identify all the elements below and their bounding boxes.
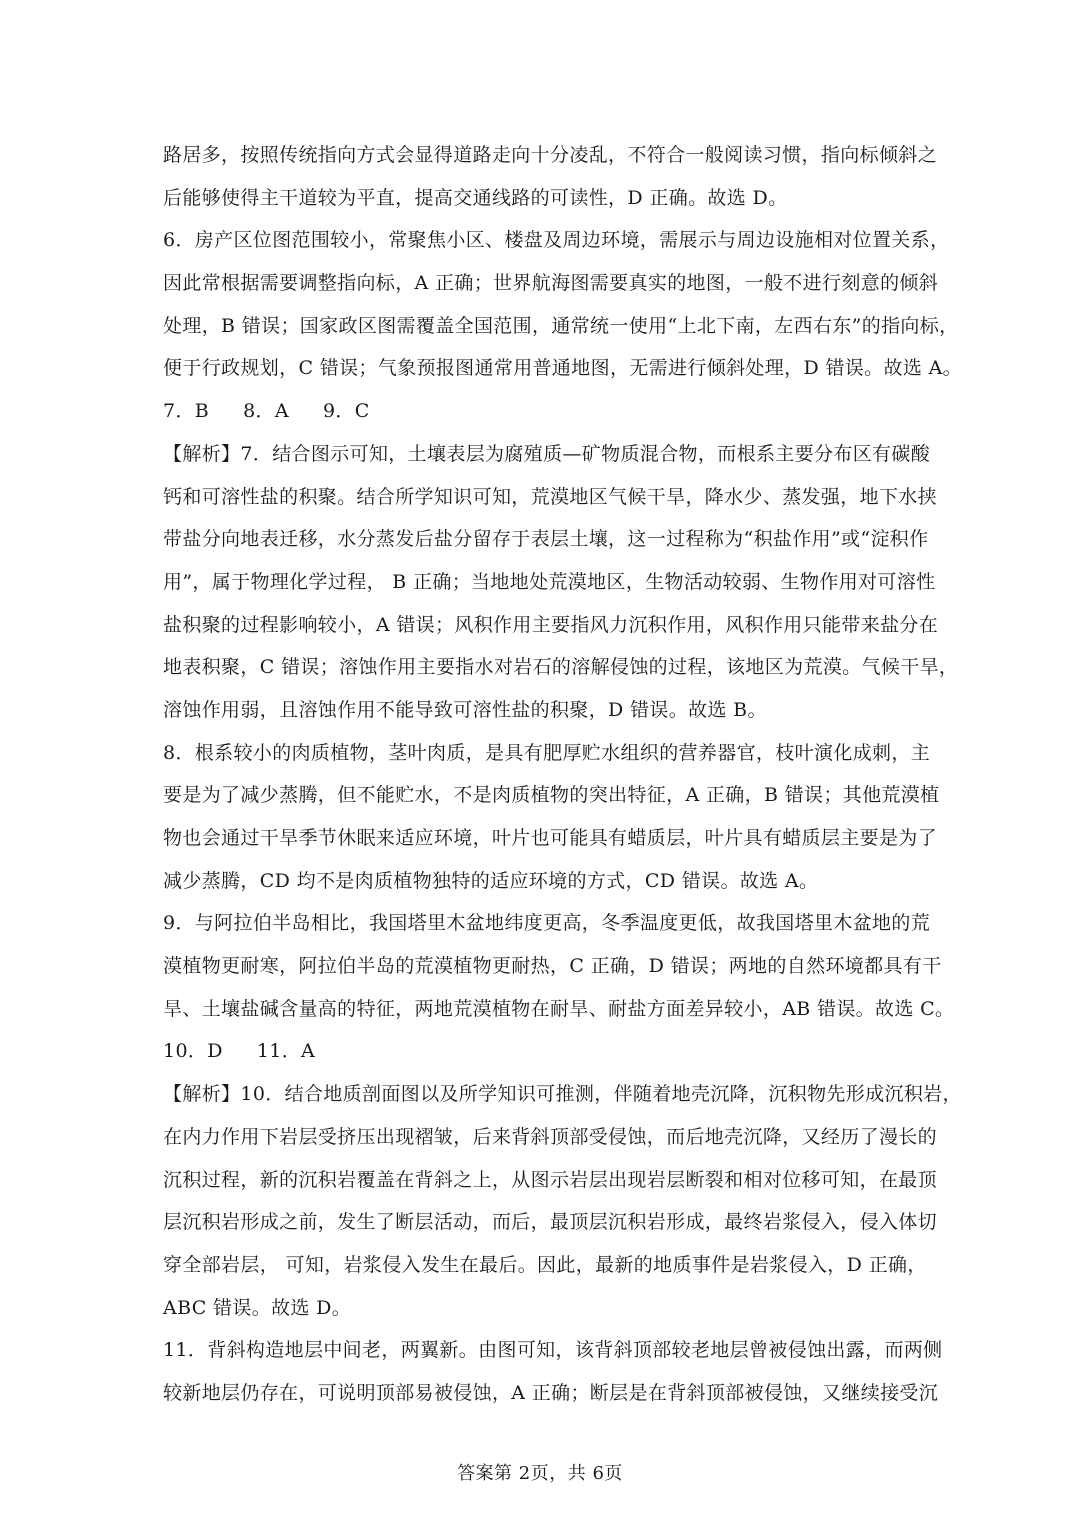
answer-7: 7．B xyxy=(163,400,210,423)
text-line: 要是为了减少蒸腾，但不能贮水，不是肉质植物的突出特征，A 正确，B 错误；其他荒漠植 xyxy=(163,784,940,807)
answer-11: 11．A xyxy=(256,1040,316,1063)
text-line: 9．与阿拉伯半岛相比，我国塔里木盆地纬度更高，冬季温度更低，故我国塔里木盆地的荒 xyxy=(163,912,931,935)
answer-8: 8．A xyxy=(243,400,289,423)
text-line: 钙和可溶性盐的积聚。结合所学知识可知，荒漠地区气候干旱，降水少、蒸发强，地下水挟 xyxy=(163,485,938,508)
text-line: 在内力作用下岩层受挤压出现褶皱，后来背斜顶部受侵蚀，而后地壳沉降，又经历了漫长的 xyxy=(163,1125,938,1148)
text-line: 盐积聚的过程影响较小，A 错误；风积作用主要指风力沉积作用，风积作用只能带来盐分在 xyxy=(163,613,939,636)
text-line: 【解析】10．结合地质剖面图以及所学知识可推测，伴随着地壳沉降，沉积物先形成沉积岩， xyxy=(163,1083,962,1106)
text-line: 层沉积岩形成之前，发生了断层活动，而后，最顶层沉积岩形成，最终岩浆侵入，侵入体切 xyxy=(163,1211,938,1234)
text-line: 旱、土壤盐碱含量高的特征，两地荒漠植物在耐旱、耐盐方面差异较小，AB 错误。故选 C。 xyxy=(163,997,955,1020)
text-line: 穿全部岩层， 可知，岩浆侵入发生在最后。因此，最新的地质事件是岩浆侵入，D 正确， xyxy=(163,1253,927,1276)
text-line: 沉积过程，新的沉积岩覆盖在背斜之上，从图示岩层出现岩层断裂和相对位移可知，在最顶 xyxy=(163,1168,938,1191)
text-line: ABC 错误。故选 D。 xyxy=(163,1296,352,1319)
text-line: 【解析】7．结合图示可知，土壤表层为腐殖质—矿物质混合物，而根系主要分布区有碳酸 xyxy=(163,442,931,465)
text-line: 漠植物更耐寒，阿拉伯半岛的荒漠植物更耐热，C 正确，D 错误；两地的自然环境都具有干 xyxy=(163,955,942,978)
answer-text-block xyxy=(163,134,963,1415)
answer-key-line xyxy=(163,1030,919,1073)
text-line: 11．背斜构造地层中间老，两翼新。由图可知，该背斜顶部较老地层曾被侵蚀出露，而两侧 xyxy=(163,1339,943,1362)
text-line: 后能够使得主干道较为平直，提高交通线路的可读性，D 正确。故选 D。 xyxy=(163,186,788,209)
text-line: 较新地层仍存在，可说明顶部易被侵蚀，A 正确；断层是在背斜顶部被侵蚀，又继续接受沉 xyxy=(163,1381,939,1404)
text-line: 用”，属于物理化学过程， B 正确；当地地处荒漠地区，生物活动较弱、生物作用对可溶性 xyxy=(163,570,936,593)
text-line: 溶蚀作用弱，且溶蚀作用不能导致可溶性盐的积聚，D 错误。故选 B。 xyxy=(163,698,767,721)
text-line: 因此常根据需要调整指向标，A 正确；世界航海图需要真实的地图，一般不进行刻意的倾斜 xyxy=(163,272,939,295)
text-line: 带盐分向地表迁移，水分蒸发后盐分留存于表层土壤，这一过程称为“积盐作用”或“淀积作 xyxy=(163,528,929,551)
text-line: 地表积聚，C 错误；溶蚀作用主要指水对岩石的溶解侵蚀的过程，该地区为荒漠。气候干旱， xyxy=(163,656,959,679)
text-line: 路居多，按照传统指向方式会显得道路走向十分凌乱，不符合一般阅读习惯，指向标倾斜之 xyxy=(163,144,938,166)
text-line: 6．房产区位图范围较小，常聚焦小区、楼盘及周边环境，需展示与周边设施相对位置关系， xyxy=(163,229,950,252)
page-number-footer: 答案第 2页，共 6页 xyxy=(457,1463,623,1484)
answer-10: 10．D xyxy=(163,1040,223,1063)
answer-key-line xyxy=(163,390,919,433)
text-line: 物也会通过干旱季节休眠来适应环境，叶片也可能具有蜡质层，叶片具有蜡质层主要是为了 xyxy=(163,827,938,849)
text-line: 处理，B 错误；国家政区图需覆盖全国范围，通常统一使用“上北下南，左西右东”的指向标， xyxy=(163,314,959,337)
text-line: 8．根系较小的肉质植物，茎叶肉质，是具有肥厚贮水组织的营养器官，枝叶演化成刺，主 xyxy=(163,741,931,764)
text-line: 便于行政规划，C 错误；气象预报图通常用普通地图，无需进行倾斜处理，D 错误。故选 A。 xyxy=(163,357,963,380)
answer-9: 9．C xyxy=(322,400,370,423)
text-line: 减少蒸腾，CD 均不是肉质植物独特的适应环境的方式，CD 错误。故选 A。 xyxy=(163,869,819,892)
